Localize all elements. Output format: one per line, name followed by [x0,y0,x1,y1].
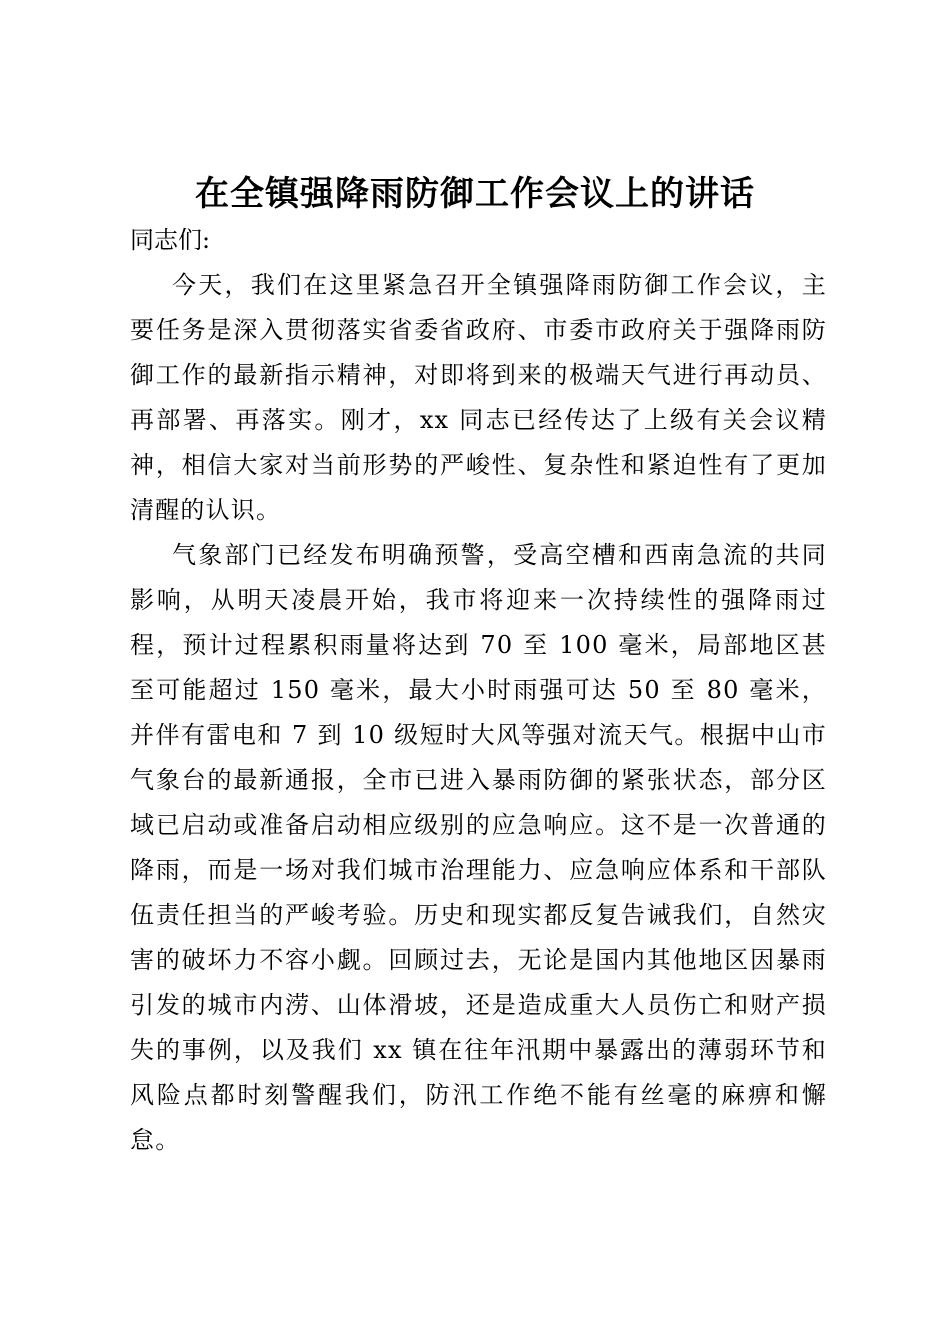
paragraph-1: 今天，我们在这里紧急召开全镇强降雨防御工作会议，主要任务是深入贯彻落实省委省政府、市委市政府关于强降雨防御工作的最新指示精神，对即将到来的极端天气进行再动员、再部署、再落实。刚才，xx 同志已经传达了上级有关会议精神，相信大家对当前形势的严峻性、复杂性和紧迫性有了更加清醒的认识。 [130,271,827,524]
document-title: 在全镇强降雨防御工作会议上的讲话 [195,174,755,214]
salutation: 同志们: [130,226,211,254]
document-body [130,218,827,1163]
paragraph-2: 气象部门已经发布明确预警，受高空槽和西南急流的共同影响，从明天凌晨开始，我市将迎来一次持续性的强降雨过程，预计过程累积雨量将达到 70 至 100 毫米，局部地区甚至可能超过 150 毫米，最大小时雨强可达 50 至 80 毫米，并伴有雷电和 7 到 10 级短时大风等强对流天气。根据中山市气象台的最新通报，全市已进入暴雨防御的紧张状态，部分区域已启动或准备启动相应级别的应急响应。这不是一次普通的降雨，而是一场对我们城市治理能力、应急响应体系和干部队伍责任担当的严峻考验。历史和现实都反复告诫我们，自然灾害的破坏力不容小觑。回顾过去，无论是国内其他地区因暴雨引发的城市内涝、山体滑坡，还是造成重大人员伤亡和财产损失的事例，以及我们 xx 镇在往年汛期中暴露出的薄弱环节和风险点都时刻警醒我们，防汛工作绝不能有丝毫的麻痹和懈怠。 [130,541,827,1154]
